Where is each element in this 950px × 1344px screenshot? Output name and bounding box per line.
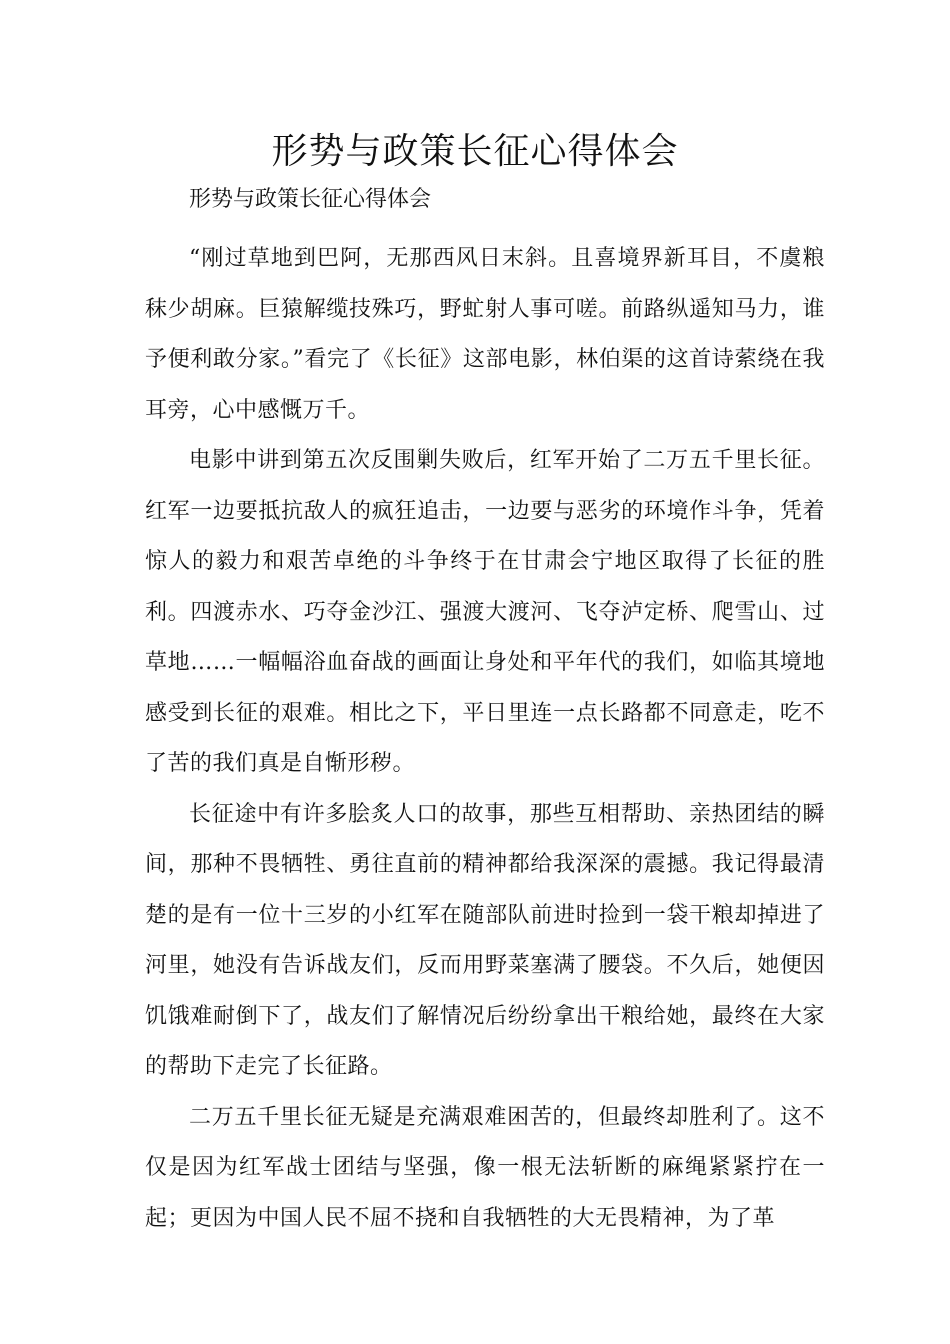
paragraph: 电影中讲到第五次反围剿失败后，红军开始了二万五千里长征。红军一边要抵抗敌人的疯狂追击，一边要与恶劣的环境作斗争，凭着惊人的毅力和艰苦卓绝的斗争终于在甘肃会宁地区取得了长征的胜利。四渡赤水、巧夺金沙江、强渡大渡河、飞夺泸定桥、爬雪山、过草地……一幅幅浴血奋战的画面让身处和平年代的我们，如临其境地感受到长征的艰难。相比之下，平日里连一点长路都不同意走，吃不了苦的我们真是自惭形秽。 xyxy=(145,448,825,776)
paragraph: “刚过草地到巴阿，无那西风日末斜。且喜境界新耳目，不虞粮秣少胡麻。巨猿解缆技殊巧，野虻射人事可嗟。前路纵遥知马力，谁予便利敢分家。”看完了《长征》这部电影，林伯渠的这首诗萦绕在我耳旁，心中感慨万千。 xyxy=(145,246,825,423)
document-body xyxy=(145,183,825,1244)
document-title: 形势与政策长征心得体会 xyxy=(271,131,679,172)
document-subtitle: 形势与政策长征心得体会 xyxy=(189,187,432,212)
paragraph: 二万五千里长征无疑是充满艰难困苦的，但最终却胜利了。这不仅是因为红军战士团结与坚强，像一根无法斩断的麻绳紧紧拧在一起；更因为中国人民不屈不挠和自我牺牲的大无畏精神，为了革 xyxy=(145,1104,825,1231)
paragraph: 长征途中有许多脍炙人口的故事，那些互相帮助、亲热团结的瞬间，那种不畏牺牲、勇往直前的精神都给我深深的震撼。我记得最清楚的是有一位十三岁的小红军在随部队前进时捡到一袋干粮却掉进了河里，她没有告诉战友们，反而用野菜塞满了腰袋。不久后，她便因饥饿难耐倒下了，战友们了解情况后纷纷拿出干粮给她，最终在大家的帮助下走完了长征路。 xyxy=(145,801,825,1079)
